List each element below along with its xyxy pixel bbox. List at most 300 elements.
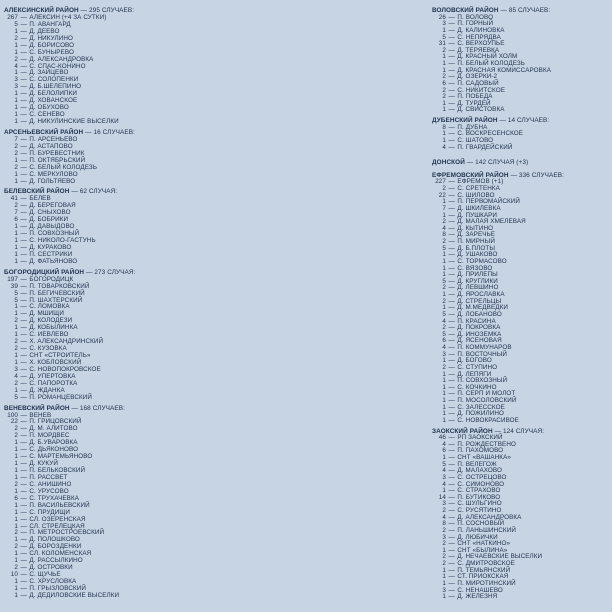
dash-separator: — [448, 317, 455, 325]
settlement-case-count: 1 [442, 257, 446, 265]
dash-separator: — [20, 195, 27, 203]
settlement-name: П. РОМАНЦЕВСКИЙ [29, 393, 92, 401]
dash-separator: — [20, 345, 27, 353]
settlement-case-count: 1 [14, 473, 18, 481]
dash-separator: — [448, 324, 455, 332]
dash-separator: — [20, 135, 27, 143]
settlement-row [4, 179, 314, 186]
settlement-case-count: 2 [14, 142, 18, 150]
district-case-count: — 336 СЛУЧАЕВ: [510, 171, 564, 179]
dash-separator: — [448, 211, 455, 219]
dash-separator: — [448, 500, 455, 508]
dash-separator: — [20, 34, 27, 42]
settlement-name: Д. М. АЛИТОВО [29, 425, 78, 433]
settlement-name: С. ШАТОВО [457, 136, 494, 144]
settlement-case-count: 6 [442, 447, 446, 455]
dash-separator: — [20, 20, 27, 28]
settlement-row [4, 593, 314, 600]
settlement-name: Д. КЫТИНО [457, 224, 494, 232]
district-case-count: — 14 СЛУЧАЕВ: [499, 117, 550, 124]
settlement-name: С. ВЕРХОУПЬЕ [457, 40, 505, 48]
settlement-name: С. ЛОМОВКА [29, 303, 70, 311]
settlement-case-count: 1 [14, 508, 18, 516]
dash-separator: — [448, 377, 455, 385]
dash-separator: — [20, 216, 27, 224]
settlement-name: РП ЗАОКСКИЙ [457, 434, 503, 442]
dash-separator: — [20, 55, 27, 63]
settlement-name: С. НОВОКРАСИВОЕ [457, 416, 519, 424]
dash-separator: — [448, 357, 455, 365]
settlement-case-count: 1 [442, 566, 446, 574]
settlement-name: Д. ЯРОСЛАВКА [457, 291, 505, 298]
settlement-case-count: 2 [14, 317, 18, 325]
dash-separator: — [448, 257, 455, 265]
settlement-name: П. БЕЛЬКОВСКИЙ [29, 467, 86, 474]
settlement-name: Д. ПОЖИЛИНО [457, 410, 504, 418]
settlement-case-count: 26 [438, 13, 446, 21]
settlement-name: Д. НИКУЛИНСКИЕ ВЫСЕЛКИ [29, 118, 119, 125]
settlement-name: Д. КРУГЛИКИ [457, 277, 498, 285]
dash-separator: — [20, 243, 27, 251]
settlement-case-count: 2 [442, 73, 446, 81]
dash-separator: — [448, 136, 455, 144]
settlement-name: П. ГВАРДЕЙСКИЙ [457, 143, 513, 151]
column-left [4, 8, 314, 600]
dash-separator: — [20, 76, 27, 84]
dash-separator: — [448, 507, 455, 514]
dash-separator: — [448, 231, 455, 239]
district-section [4, 270, 314, 402]
dash-separator: — [20, 90, 27, 98]
settlement-name: П. СОСНОВЫЙ [457, 520, 505, 528]
dash-separator: — [448, 513, 455, 521]
dash-separator: — [20, 358, 27, 366]
settlement-case-count: 1 [442, 136, 446, 144]
settlement-case-count: 3 [442, 533, 446, 541]
dash-separator: — [20, 446, 27, 454]
settlement-name: С. БЕЛЫЙ КОЛОДЕЗЬ [29, 163, 98, 171]
settlement-case-count: 4 [442, 317, 446, 325]
dash-separator: — [20, 13, 27, 21]
settlement-name: Д. ТЕРЯЕВКА [457, 46, 500, 54]
settlement-name: С. ПАПОРОТКА [29, 379, 78, 387]
settlement-case-count: 1 [14, 41, 18, 49]
settlement-case-count: 1 [442, 579, 446, 587]
dash-separator: — [20, 522, 27, 530]
dash-separator: — [448, 244, 455, 252]
settlement-name: Д. БЕРЕГОВАЯ [29, 202, 76, 210]
settlement-name: П. ТЕМЬЯНСКИЙ [457, 566, 511, 574]
dash-separator: — [20, 338, 27, 346]
dash-separator: — [20, 303, 27, 311]
settlement-case-count: 1 [14, 177, 18, 185]
settlement-name: П. МИРНЫЙ [457, 238, 495, 245]
dash-separator: — [448, 191, 455, 199]
dash-separator: — [448, 178, 455, 186]
settlement-case-count: 10 [10, 571, 18, 579]
dash-separator: — [448, 434, 455, 442]
settlement-case-count: 1 [14, 237, 18, 244]
settlement-name: П. СЕРП И МОЛОТ [457, 390, 516, 398]
settlement-name: П. ГОРНЫЙ [457, 20, 494, 28]
settlement-name: Д. Б.ПЛОТЫ [457, 244, 496, 252]
dash-separator: — [20, 310, 27, 318]
dash-separator: — [448, 284, 455, 292]
district-title: ЗАОКСКИЙ РАЙОН [432, 427, 493, 435]
district-section [432, 173, 610, 425]
dash-separator: — [448, 123, 455, 131]
district-section [432, 8, 610, 114]
settlement-name: СНТ «НАТКИНО» [457, 540, 511, 548]
settlement-case-count: 3 [442, 20, 446, 28]
settlement-name: ВЕНЕВ [29, 411, 52, 419]
settlement-name: СЛ. КОЛОМЕНСКАЯ [29, 550, 92, 558]
dash-separator: — [20, 529, 27, 537]
dash-separator: — [448, 480, 455, 488]
settlement-case-count: 1 [442, 291, 446, 298]
settlement-name: С. НОВОПОКРОВСКОЕ [29, 365, 101, 373]
settlement-case-count: 1 [442, 198, 446, 206]
dash-separator: — [448, 540, 455, 548]
settlement-name: С. ВЯЗОВО [457, 264, 493, 272]
dash-separator: — [20, 282, 27, 290]
dash-separator: — [448, 330, 455, 338]
settlement-name: С. СИМОНОВО [457, 480, 505, 488]
settlement-name: Д. КАЛИНОВКА [457, 26, 505, 34]
settlement-case-count: 5 [442, 244, 446, 252]
settlement-case-count: 2 [14, 34, 18, 42]
settlement-name: П. МЕТРОСТРОЕВСКИЙ [29, 529, 105, 537]
dash-separator: — [448, 460, 455, 468]
settlement-case-count: 1 [442, 370, 446, 378]
settlement-name: П. ОКТЯБРЬСКИЙ [29, 156, 86, 164]
settlement-name: Д. НИКУЛИНО [29, 34, 73, 42]
dash-separator: — [448, 493, 455, 501]
settlement-case-count: 4 [442, 467, 446, 475]
settlement-case-count: 1 [442, 546, 446, 554]
dash-separator: — [448, 277, 455, 285]
settlement-case-count: 1 [442, 26, 446, 34]
dash-separator: — [20, 275, 27, 283]
settlement-name: П. ДУБНА [457, 123, 488, 131]
settlement-name: П. СОВХОЗНЫЙ [29, 230, 80, 238]
settlement-case-count: 1 [442, 251, 446, 259]
settlement-case-count: 1 [442, 416, 446, 424]
dash-separator: — [20, 352, 27, 359]
settlement-name: Д. ШКИЛЕВКА [457, 204, 501, 212]
settlement-case-count: 3 [442, 500, 446, 508]
settlement-case-count: 2 [14, 379, 18, 387]
settlement-case-count: 1 [14, 446, 18, 454]
dash-separator: — [448, 487, 455, 495]
dash-separator: — [20, 432, 27, 440]
dash-separator: — [20, 118, 27, 125]
dash-separator: — [20, 317, 27, 325]
district-header [432, 160, 610, 167]
settlement-name: П. РАССВЕТ [29, 473, 68, 481]
settlement-name: С. НЕНАШЕВО [457, 586, 503, 594]
settlement-name: С. МАРТЕМЬЯНОВО [29, 453, 93, 461]
dash-separator: — [20, 156, 27, 164]
settlement-name: Д. ЛЕВШИНО [457, 284, 499, 292]
settlement-name: Д. ОБУХОВО [29, 104, 69, 112]
settlement-name: Д. ЯСЕНОВАЯ [457, 337, 502, 345]
settlement-case-count: 2 [442, 526, 446, 534]
settlement-row [4, 259, 314, 266]
settlement-name: П. САДОВЫЙ [457, 79, 499, 87]
district-section [432, 160, 610, 167]
settlement-name: АЛЕКСИН (+4 ЗА СУТКИ) [29, 13, 107, 21]
settlement-case-count: 8 [442, 520, 446, 528]
settlement-case-count: 1 [14, 156, 18, 164]
dash-separator: — [20, 578, 27, 585]
settlement-case-count: 1 [14, 324, 18, 332]
settlement-name: Д. МАЛАЯ ХМЕЛЕВАЯ [457, 218, 526, 226]
settlement-case-count: 2 [14, 543, 18, 551]
settlement-name: С. ИЕВЛЕВО [29, 331, 69, 339]
district-title: БЕЛЕВСКИЙ РАЙОН [4, 188, 70, 196]
dash-separator: — [448, 593, 455, 601]
dash-separator: — [20, 111, 27, 119]
settlement-case-count: 1 [14, 27, 18, 35]
settlement-case-count: 4 [442, 513, 446, 521]
dash-separator: — [448, 238, 455, 245]
settlement-row [4, 119, 314, 126]
settlement-name: Д. ДАВЫДОВО [29, 223, 75, 231]
settlement-case-count: 5 [14, 20, 18, 28]
settlement-case-count: 1 [14, 310, 18, 318]
dash-separator: — [20, 591, 27, 599]
settlement-case-count: 1 [14, 111, 18, 119]
settlement-name: Д. БОРОЗДЕНКИ [29, 543, 82, 551]
dash-separator: — [448, 185, 455, 192]
settlement-name: СНТ «СТРОИТЕЛЬ» [29, 352, 91, 359]
settlement-case-count: 3 [14, 83, 18, 91]
settlement-case-count: 1 [14, 90, 18, 98]
dash-separator: — [448, 383, 455, 391]
settlement-row [432, 107, 610, 114]
settlement-name: П. ВЕЛЕГОЖ [457, 460, 497, 468]
dash-separator: — [448, 251, 455, 259]
settlement-name: Д. ОСТРОВКИ [29, 564, 73, 572]
dash-separator: — [448, 33, 455, 41]
dash-separator: — [448, 553, 455, 561]
settlement-name: С. СТУПИНО [457, 363, 498, 371]
dash-separator: — [448, 93, 455, 101]
dash-separator: — [20, 508, 27, 516]
district-case-count: — 85 СЛУЧАЕВ: [500, 7, 551, 14]
settlement-case-count: 2 [14, 564, 18, 572]
settlement-case-count: 2 [442, 560, 446, 567]
dash-separator: — [20, 480, 27, 488]
settlement-name: П. АВАНГАРД [29, 20, 71, 28]
dash-separator: — [20, 257, 27, 265]
district-section [4, 130, 314, 186]
settlement-case-count: 1 [14, 223, 18, 231]
settlement-case-count: 7 [14, 135, 18, 143]
dash-separator: — [20, 202, 27, 210]
settlement-name: П. КОММУНАРОВ [457, 344, 512, 351]
dash-separator: — [448, 60, 455, 67]
dash-separator: — [448, 264, 455, 272]
settlement-name: Д. ХОВАНСКОЕ [29, 97, 78, 105]
settlement-name: Д. УШАКОВО [457, 251, 498, 259]
dash-separator: — [20, 386, 27, 394]
dash-separator: — [20, 209, 27, 217]
settlement-name: СНТ «ВАШАНКА» [457, 454, 511, 461]
settlement-case-count: 2 [14, 149, 18, 157]
settlement-row [432, 594, 610, 601]
settlement-case-count: 1 [442, 593, 446, 601]
settlement-case-count: 2 [14, 55, 18, 63]
settlement-case-count: 1 [14, 467, 18, 474]
settlement-name: Д. БОГОВО [457, 357, 492, 365]
dash-separator: — [448, 143, 455, 151]
dash-separator: — [448, 73, 455, 81]
dash-separator: — [448, 297, 455, 305]
dash-separator: — [448, 86, 455, 94]
settlement-case-count: 1 [14, 230, 18, 238]
settlement-name: П. ПЕРВОМАЙСКИЙ [457, 198, 520, 206]
settlement-name: С. РУСЯТИНО [457, 507, 502, 514]
settlement-case-count: 1 [14, 584, 18, 592]
settlement-name: П. БЕЛЫЙ КОЛОДЕЗЬ [457, 60, 526, 67]
settlement-case-count: 227 [435, 178, 446, 186]
settlement-case-count: 22 [438, 191, 446, 199]
settlement-case-count: 1 [442, 403, 446, 411]
dash-separator: — [448, 66, 455, 74]
dash-separator: — [20, 425, 27, 433]
settlement-name: С. КОЧКИНО [457, 383, 497, 391]
settlement-name: С. СОЛОПЕНКИ [29, 76, 79, 84]
settlement-name: С. НИКОЛО-ГАСТУНЬ [29, 237, 96, 244]
settlement-case-count: 31 [438, 40, 446, 48]
settlement-case-count: 1 [442, 487, 446, 495]
settlement-name: С. УРУСОВО [29, 487, 69, 495]
settlement-case-count: 1 [442, 106, 446, 114]
settlement-case-count: 2 [14, 338, 18, 346]
district-title: АЛЕКСИНСКИЙ РАЙОН [4, 7, 79, 14]
dash-separator: — [20, 250, 27, 258]
dash-separator: — [448, 198, 455, 206]
settlement-name: Д. ЖЕЛЕЗНЯ [457, 593, 498, 601]
settlement-name: С. ПРУДИЩИ [29, 508, 70, 516]
settlement-name: П. МОСОЛОВСКИЙ [457, 397, 517, 404]
dash-separator: — [448, 473, 455, 481]
dash-separator: — [20, 393, 27, 401]
settlement-name: С. ДМИТРОВСКОЕ [457, 560, 515, 567]
settlement-name: Д. ДЕДИЛОВСКИЕ ВЫСЕЛКИ [29, 591, 120, 599]
settlement-case-count: 5 [442, 277, 446, 285]
settlement-case-count: 100 [7, 411, 18, 419]
dash-separator: — [20, 372, 27, 380]
dash-separator: — [448, 310, 455, 318]
dash-separator: — [20, 536, 27, 544]
settlement-name: Д. СНЫХОВО [29, 209, 71, 217]
settlement-case-count: 2 [442, 540, 446, 548]
dash-separator: — [20, 543, 27, 551]
settlement-case-count: 2 [442, 238, 446, 245]
settlement-name: Д. ПРИЛЕПЫ [457, 271, 498, 279]
dash-separator: — [20, 331, 27, 339]
dash-separator: — [448, 454, 455, 461]
settlement-case-count: 2 [14, 425, 18, 433]
dash-separator: — [20, 104, 27, 112]
settlement-name: С. БУНЫРЕВО [29, 48, 74, 56]
settlement-name: С. СРЕТЕНКА [457, 185, 500, 192]
settlement-case-count: 1 [14, 331, 18, 339]
settlement-name: Д. АСТАПОВО [29, 142, 73, 150]
settlement-case-count: 1 [442, 377, 446, 385]
dash-separator: — [448, 271, 455, 279]
settlement-case-count: 1 [14, 358, 18, 366]
settlement-case-count: 1 [442, 390, 446, 398]
settlement-case-count: 2 [14, 432, 18, 440]
dash-separator: — [448, 533, 455, 541]
settlement-name: П. БУТИКОВО [457, 493, 501, 501]
settlement-name: С. ОСТРЕЦОВО [457, 473, 507, 481]
district-section [4, 406, 314, 600]
settlement-name: Д. ГОЛЬТЯЕВО [29, 177, 76, 185]
settlement-case-count: 3 [442, 350, 446, 358]
settlement-name: Д. АЛЕКСАНДРОВКА [29, 55, 94, 63]
dash-separator: — [448, 440, 455, 448]
dash-separator: — [448, 370, 455, 378]
settlement-case-count: 6 [442, 79, 446, 87]
settlement-name: С. ХРУСЛОВКА [29, 578, 77, 585]
settlement-case-count: 5 [14, 296, 18, 304]
settlement-case-count: 2 [442, 93, 446, 101]
settlement-name: П. ПОБЕДА [457, 93, 493, 101]
dash-separator: — [20, 453, 27, 461]
settlement-case-count: 2 [14, 163, 18, 171]
settlement-case-count: 4 [442, 224, 446, 232]
settlement-case-count: 3 [442, 586, 446, 594]
dash-separator: — [448, 79, 455, 87]
district-case-count: — 295 СЛУЧАЕВ: [80, 7, 135, 14]
dash-separator: — [448, 520, 455, 528]
dash-separator: — [20, 83, 27, 91]
dash-separator: — [448, 403, 455, 411]
settlement-case-count: 1 [14, 352, 18, 359]
settlement-case-count: 4 [442, 480, 446, 488]
settlement-case-count: 1 [14, 118, 18, 125]
settlement-case-count: 6 [14, 216, 18, 224]
settlement-name: Д. БЕЛОЛИПКИ [29, 90, 78, 98]
settlement-name: С. ЗАЛЕССКОЕ [457, 403, 505, 411]
settlement-case-count: 2 [442, 218, 446, 226]
settlement-name: Д. МШИЩИ [29, 310, 64, 318]
settlement-case-count: 39 [10, 282, 18, 290]
dash-separator: — [20, 237, 27, 244]
settlement-case-count: 4 [442, 344, 446, 351]
settlement-name: С. СЕНЕВО [29, 111, 65, 119]
settlement-name: Х. КОБЛОВСКИЙ [29, 358, 82, 366]
settlement-case-count: 1 [442, 264, 446, 272]
settlement-case-count: 2 [442, 46, 446, 54]
district-title: ДОНСКОЙ [432, 159, 465, 167]
settlement-case-count: 22 [10, 418, 18, 426]
dash-separator: — [20, 494, 27, 502]
settlement-name: С. ТРУХАЧЕВКА [29, 494, 80, 502]
settlement-case-count: 1 [14, 386, 18, 394]
settlement-name: П. РОЖДЕСТВЕНО [457, 440, 516, 448]
settlement-name: Д. ПОКРОВКА [457, 324, 501, 332]
settlement-name: Д. ЛОБАНОВО [457, 310, 502, 318]
dash-separator: — [448, 46, 455, 54]
settlement-name: С. АНИШИНО [29, 480, 72, 488]
district-section [432, 429, 610, 601]
